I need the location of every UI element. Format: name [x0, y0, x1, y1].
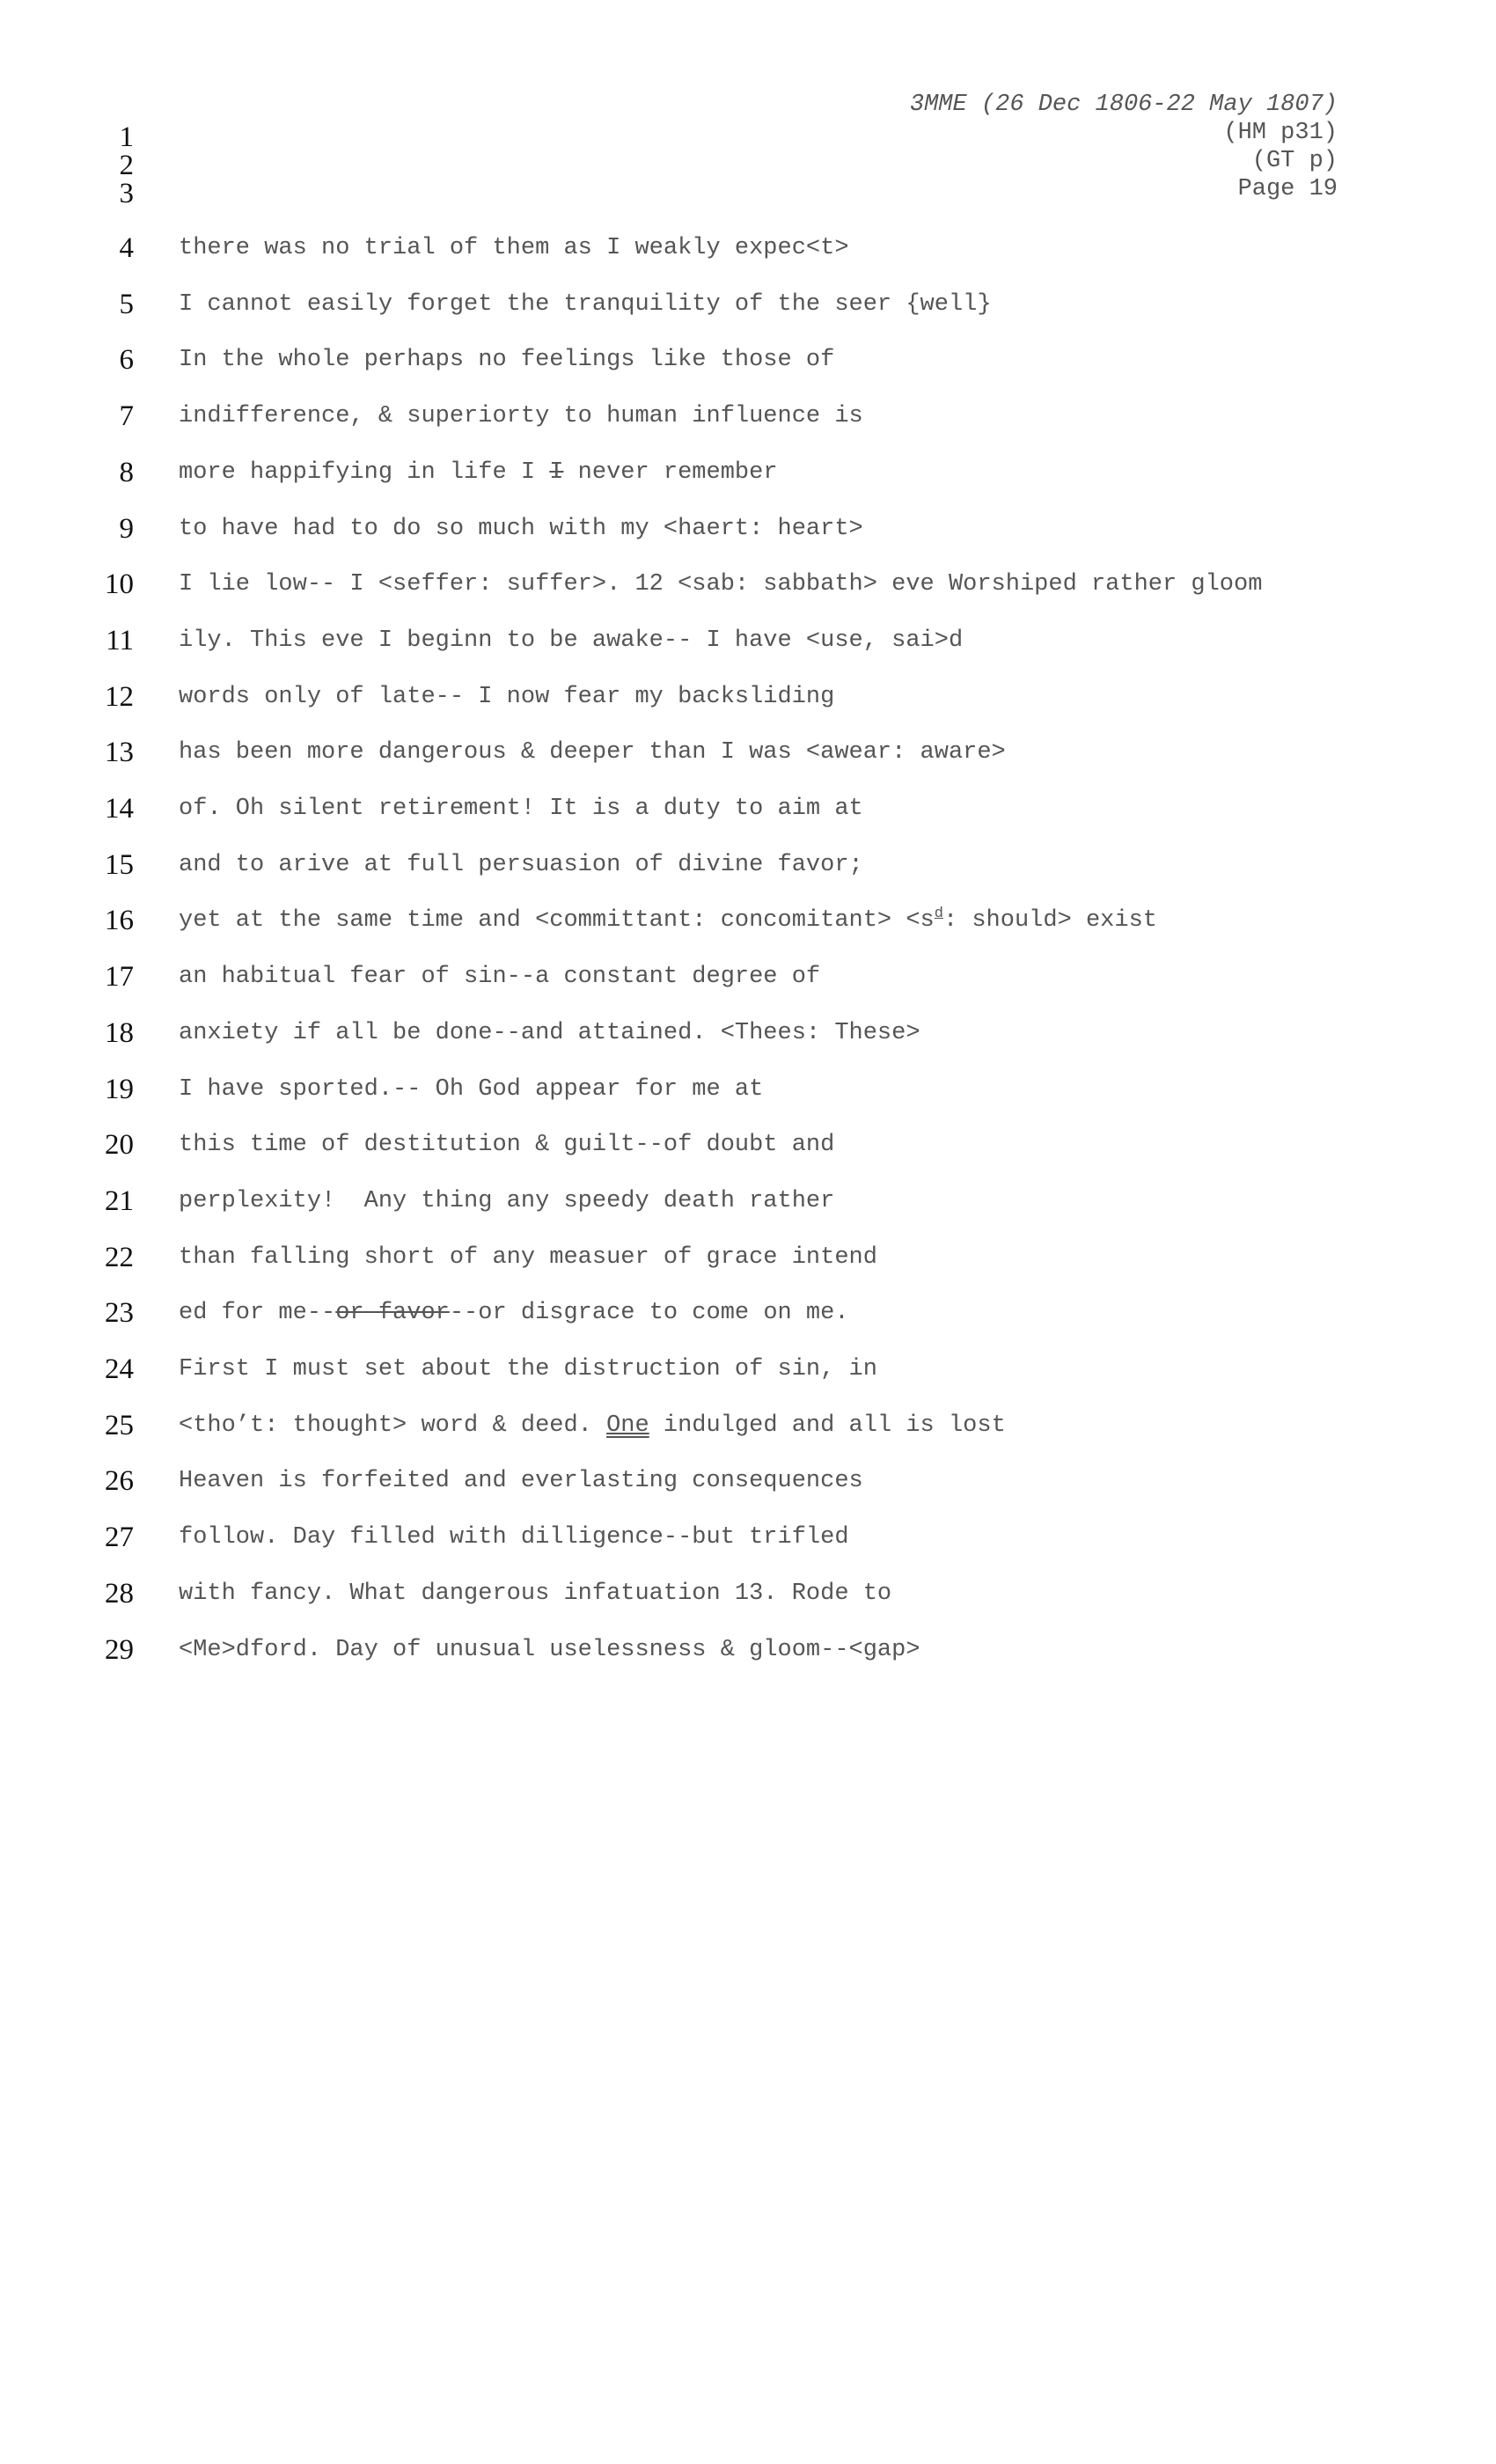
- text-line: [0, 1408, 1496, 1443]
- line-text: [179, 1127, 834, 1162]
- header-gt-page: (GT p): [1251, 148, 1338, 174]
- line-number: 3: [119, 178, 134, 209]
- line-number: 22: [105, 1242, 134, 1273]
- line-text: [179, 623, 963, 658]
- text-segment: First I must set about the distruction of sin, in: [179, 1356, 877, 1382]
- text-line: [0, 1576, 1496, 1611]
- line-number: 6: [119, 344, 134, 376]
- line-number: 4: [119, 232, 134, 264]
- line-text: [179, 567, 1262, 602]
- line-text: [179, 1352, 877, 1387]
- text-line: [0, 1295, 1496, 1331]
- text-segment: an habitual fear of sin--a constant degree of: [179, 964, 821, 990]
- text-segment: indulged and all is lost: [649, 1412, 1006, 1439]
- line-number: 25: [105, 1410, 134, 1441]
- line-text: [179, 399, 863, 434]
- line-number: 23: [105, 1297, 134, 1329]
- line-number: 20: [105, 1129, 134, 1161]
- line-text: [179, 847, 863, 883]
- line-text: [179, 679, 834, 715]
- line-number: 2: [119, 150, 134, 181]
- line-number: 8: [119, 457, 134, 488]
- line-text: [179, 1408, 1006, 1443]
- line-text: [179, 735, 1006, 770]
- text-segment: more happifying in life I: [179, 459, 550, 486]
- text-segment: follow. Day filled with dilligence--but trifled: [179, 1524, 849, 1551]
- line-number: 16: [105, 905, 134, 936]
- header-page-number: Page 19: [1237, 176, 1338, 202]
- line-number: 5: [119, 289, 134, 320]
- line-number: 14: [105, 793, 134, 825]
- line-number: 24: [105, 1353, 134, 1385]
- line-text: [179, 231, 849, 266]
- line-number: 11: [106, 625, 134, 656]
- line-text: [179, 342, 834, 378]
- text-line: [0, 959, 1496, 994]
- text-line: [0, 623, 1496, 658]
- text-segment: ed for me--: [179, 1300, 336, 1326]
- text-line: [0, 791, 1496, 826]
- text-segment: this time of destitution & guilt--of doubt and: [179, 1132, 835, 1158]
- text-line: [0, 1240, 1496, 1275]
- text-segment: indifference, & superiorty to human influence is: [179, 403, 863, 429]
- text-segment: yet at the same time and <committant: concomitant> <s: [179, 907, 935, 934]
- strikethrough-text: or favor: [335, 1300, 450, 1326]
- line-number: 15: [105, 849, 134, 881]
- text-segment: <Me>dford. Day of unusual uselessness & gloom--<gap>: [179, 1637, 920, 1663]
- text-segment: I lie low-- I <seffer: suffer>. 12 <sab: sabbath> eve Worshiped rather gloom: [179, 571, 1263, 598]
- text-segment: words only of late-- I now fear my backsliding: [179, 684, 835, 710]
- line-text: [179, 1016, 920, 1051]
- text-line: [0, 1016, 1496, 1051]
- line-number: 28: [105, 1578, 134, 1610]
- text-line: [0, 455, 1496, 490]
- underlined-text: One: [606, 1412, 649, 1439]
- text-line: [0, 1072, 1496, 1107]
- text-line: [0, 1463, 1496, 1499]
- text-line: [0, 399, 1496, 434]
- text-line: [0, 567, 1496, 602]
- text-segment: never remember: [563, 459, 778, 486]
- line-text: [179, 1072, 763, 1107]
- line-number: 27: [105, 1522, 134, 1553]
- line-text: [179, 511, 863, 546]
- text-segment: I have sported.-- Oh God appear for me at: [179, 1076, 764, 1103]
- superscript-text: d: [934, 906, 943, 922]
- line-text: [179, 1520, 849, 1555]
- text-segment: perplexity! Any thing any speedy death rather: [179, 1188, 835, 1214]
- line-number: 18: [105, 1017, 134, 1049]
- line-number: 19: [105, 1074, 134, 1105]
- line-text: [179, 791, 863, 826]
- text-segment: than falling short of any measuer of grace intend: [179, 1244, 877, 1271]
- text-segment: --or disgrace to come on me.: [449, 1300, 849, 1326]
- text-segment: with fancy. What dangerous infatuation 13. Rode to: [179, 1580, 892, 1607]
- line-number: 21: [105, 1185, 134, 1217]
- text-segment: In the whole perhaps no feelings like those of: [179, 347, 835, 373]
- text-segment: <tho’t: thought> word & deed.: [179, 1412, 607, 1439]
- line-number: 7: [119, 400, 134, 432]
- text-line: [0, 1127, 1496, 1162]
- line-text: [179, 455, 778, 490]
- line-text: [179, 1463, 863, 1499]
- text-line: [0, 287, 1496, 322]
- line-text: [179, 1184, 834, 1219]
- text-line: [0, 847, 1496, 883]
- line-number: 29: [105, 1634, 134, 1666]
- text-line: [0, 231, 1496, 266]
- line-number: 26: [105, 1465, 134, 1497]
- text-line: [0, 735, 1496, 770]
- text-segment: has been more dangerous & deeper than I was <awear: aware>: [179, 739, 1006, 766]
- text-line: [0, 1632, 1496, 1668]
- text-segment: : should> exist: [942, 907, 1157, 934]
- text-segment: anxiety if all be done--and attained. <Thees: These>: [179, 1020, 920, 1046]
- line-number: 1: [119, 121, 134, 153]
- line-text: [179, 903, 1157, 938]
- line-number: 9: [119, 513, 134, 545]
- text-line: [0, 679, 1496, 715]
- text-segment: I cannot easily forget the tranquility of the seer {well}: [179, 291, 992, 318]
- text-line: [0, 903, 1496, 938]
- text-line: [0, 1520, 1496, 1555]
- text-segment: and to arive at full persuasion of divine favor;: [179, 852, 863, 878]
- text-segment: to have had to do so much with my <haert: heart>: [179, 516, 863, 542]
- text-line: [0, 511, 1496, 546]
- text-line: [0, 1352, 1496, 1387]
- line-text: [179, 1240, 877, 1275]
- strikethrough-text: I: [549, 459, 564, 486]
- line-number: 13: [105, 737, 134, 768]
- header-hm-page: (HM p31): [1223, 120, 1338, 146]
- header-title: 3MME (26 Dec 1806-22 May 1807): [909, 92, 1338, 118]
- line-text: [179, 1632, 920, 1668]
- line-number: 17: [105, 961, 134, 993]
- line-number: 10: [105, 568, 134, 600]
- text-segment: Heaven is forfeited and everlasting consequences: [179, 1468, 863, 1494]
- header-line-3: [0, 176, 1496, 211]
- line-text: [179, 1295, 849, 1331]
- text-line: [0, 342, 1496, 378]
- line-text: [179, 1576, 891, 1611]
- text-segment: there was no trial of them as I weakly expec<t>: [179, 235, 849, 261]
- line-text: [179, 287, 992, 322]
- text-line: [0, 1184, 1496, 1219]
- text-segment: of. Oh silent retirement! It is a duty to aim at: [179, 796, 863, 822]
- line-text: [179, 959, 820, 994]
- line-number: 12: [105, 681, 134, 713]
- text-segment: ily. This eve I beginn to be awake-- I have <use, sai>d: [179, 627, 964, 654]
